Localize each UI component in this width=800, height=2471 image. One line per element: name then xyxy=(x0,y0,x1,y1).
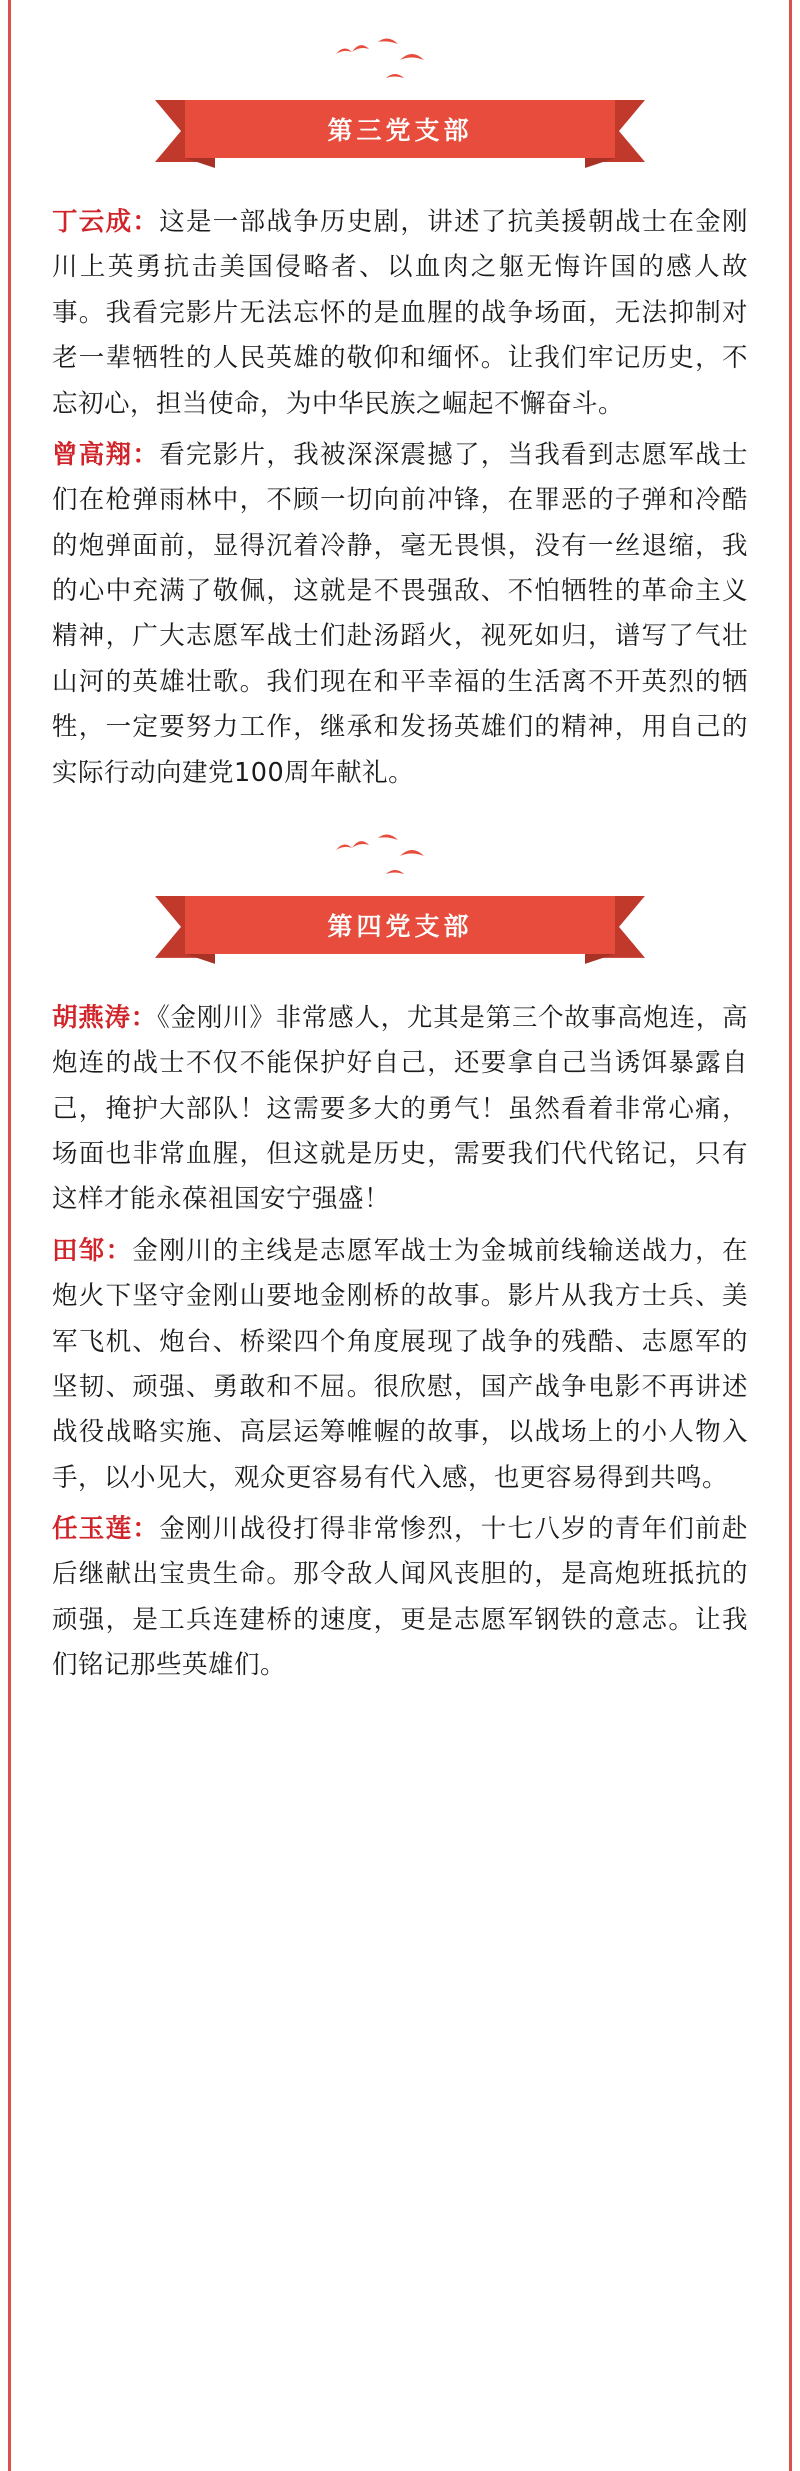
ribbon-third-branch xyxy=(52,100,748,166)
entry-paragraph xyxy=(52,996,748,1223)
entry-body: 金刚川的主线是志愿军战士为金城前线输送战力，在炮火下坚守金刚山要地金刚桥的故事。影片从我方士兵、美军飞机、炮台、桥梁四个角度展现了战争的残酷、志愿军的坚韧、顽强、勇敢和不屈。很欣慰，国产战争电影不再讲述战役战略实施、高层运筹帷幄的故事，以战场上的小人物入手，以小见大，观众更容易有代入感，也更容易得到共鸣。 xyxy=(52,1235,748,1493)
section-third-branch xyxy=(52,28,748,796)
entry-body: 看完影片，我被深深震撼了，当我看到志愿军战士们在枪弹雨林中，不顾一切向前冲锋，在罪恶的子弹和冷酷的炮弹面前，显得沉着冷静，毫无畏惧，没有一丝退缩，我的心中充满了敬佩，这就是不畏强敌、不怕牺牲的革命主义精神，广大志愿军战士们赴汤蹈火，视死如归，谱写了气壮山河的英雄壮歌。我们现在和平幸福的生活离不开英烈的牺牲，一定要努力工作，继承和发扬英雄们的精神，用自己的实际行动向建党100周年献礼。 xyxy=(52,439,748,788)
entry-paragraph xyxy=(52,433,748,796)
section-title: 第三党支部 xyxy=(327,116,473,145)
speaker-name: 丁云成： xyxy=(52,207,160,237)
speaker-name: 胡燕涛： xyxy=(52,1002,158,1033)
entry-body: 金刚川战役打得非常惨烈，十七八岁的青年们前赴后继献出宝贵生命。那令敌人闻风丧胆的，是高炮班抵抗的顽强，是工兵连建桥的速度，更是志愿军钢铁的意志。让我们铭记那些英雄们。 xyxy=(52,1514,748,1681)
article-content xyxy=(0,28,800,1689)
flying-birds-icon xyxy=(330,830,470,890)
entry-body: 《金刚川》非常感人，尤其是第三个故事高炮连，高炮连的战士不仅不能保护好自己，还要拿自己当诱饵暴露自己，掩护大部队！这需要多大的勇气！虽然看着非常心痛，场面也非常血腥，但这就是历史，需要我们代代铭记，只有这样才能永葆祖国安宁强盛！ xyxy=(52,1002,748,1215)
entry-paragraph xyxy=(52,200,748,427)
section-title: 第四党支部 xyxy=(327,911,473,941)
section-fourth-branch xyxy=(52,824,748,1689)
flying-birds-icon xyxy=(330,34,470,94)
ribbon-fold-left xyxy=(185,158,215,168)
speaker-name: 曾高翔： xyxy=(52,439,160,470)
entry-paragraph xyxy=(52,1507,748,1689)
entry-paragraph xyxy=(52,1229,748,1501)
speaker-name: 任玉莲： xyxy=(52,1514,160,1544)
ribbon-fourth-branch xyxy=(52,896,748,962)
birds-decoration-2 xyxy=(52,824,748,896)
birds-decoration-1 xyxy=(52,28,748,100)
speaker-name: 田邹： xyxy=(52,1235,133,1266)
ribbon-fold-right xyxy=(585,954,615,964)
ribbon-fold-right xyxy=(585,158,615,168)
entry-body: 这是一部战争历史剧，讲述了抗美援朝战士在金刚川上英勇抗击美国侵略者、以血肉之躯无悔许国的感人故事。我看完影片无法忘怀的是血腥的战争场面，无法抑制对老一辈牺牲的人民英雄的敬仰和缅怀。让我们牢记历史，不忘初心，担当使命，为中华民族之崛起不懈奋斗。 xyxy=(52,207,748,419)
ribbon-fold-left xyxy=(185,954,215,964)
